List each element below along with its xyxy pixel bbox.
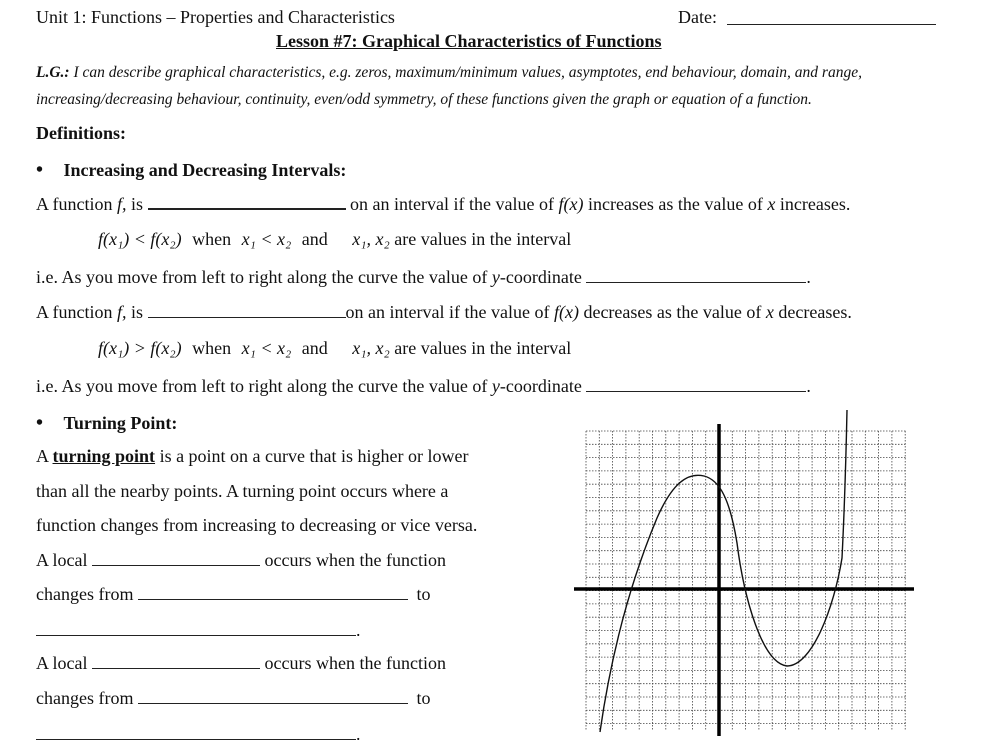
changes-blank-2[interactable] [138,688,408,704]
and-1: and [301,229,328,249]
increasing-ie [36,267,811,288]
local-2: A local [36,653,88,673]
changes-2: changes from [36,688,134,708]
values-text-2: are values in the interval [394,338,572,358]
definitions-heading: Definitions: [36,123,126,143]
cubic-graph [572,408,918,738]
to-line-1 [36,620,361,641]
period-3: . [356,620,361,640]
inc-f: f, [117,194,127,214]
dec-pre: A function [36,302,113,322]
increasing-definition [36,193,850,215]
inc-post-c: increases. [779,194,851,214]
inc-is: is [131,194,144,214]
inc-formula: f(x₁) < f(x₂) [98,229,182,249]
bullet-2: • [36,412,44,434]
dec-post-a: on an interval if the value of [345,302,550,322]
inc-pre: A function [36,194,113,214]
when-2: when [192,338,232,358]
decreasing-ie [36,376,811,397]
to-blank-1[interactable] [36,620,356,636]
period-1: . [806,267,811,287]
ie-y-2: y [491,376,500,396]
occurs-2: occurs when the function [264,653,446,673]
lg-text1: I can describe graphical characteristics, e.g. zeros, maximum/minimum values, asymptotes, end behaviour, domain, and range, [73,64,862,81]
date-label: Date: [678,7,717,27]
learning-goal-line2: increasing/decreasing behaviour, continuity, even/odd symmetry, of these functions given the graph or equation of a function. [36,91,812,108]
changes-line-2 [36,688,430,709]
ie-text-2: i.e. As you move from left to right along the curve the value of [36,376,488,396]
inc-post-a: on an interval if the value of [350,194,554,214]
dec-post-b: decreases as the value of [583,302,762,322]
local-line-1 [36,550,446,571]
values-1: x₁, x₂ [352,229,390,249]
turning-p2: than all the nearby points. A turning point occurs where a [36,481,449,501]
ie-coord-2: -coordinate [499,376,582,396]
unit-title: Unit 1: Functions – Properties and Characteristics [36,7,395,27]
local-line-2 [36,653,446,674]
dec-f: f, [117,302,127,322]
period-2: . [806,376,811,396]
turning-heading-text: Turning Point: [63,413,178,433]
to-2: to [416,688,431,708]
tp-term: turning point [52,446,156,466]
tp-a: A [36,446,49,466]
dec-is: is [131,302,144,322]
date-blank[interactable] [727,8,936,25]
changes-line-1 [36,584,430,605]
values-2: x₁, x₂ [352,338,390,358]
cond-1: x₁ < x₂ [241,229,292,249]
ie-blank-2[interactable] [586,376,806,392]
dec-x: x [765,302,774,322]
to-blank-2[interactable] [36,724,356,740]
dec-post-c: decreases. [778,302,852,322]
ie-text-1: i.e. As you move from left to right along the curve the value of [36,267,488,287]
ie-blank-1[interactable] [586,267,806,283]
lg-label: L.G.: [36,64,70,81]
cond-2: x₁ < x₂ [241,338,292,358]
inc-fx: f(x) [558,194,584,214]
period-4: . [356,724,361,744]
and-2: and [301,338,328,358]
turning-p3: function changes from increasing to decreasing or vice versa. [36,515,478,535]
ie-coord-1: -coordinate [499,267,582,287]
inc-x: x [767,194,776,214]
increasing-heading [36,159,346,182]
changes-blank-1[interactable] [138,584,408,600]
dec-fx: f(x) [553,302,579,322]
dec-formula: f(x₁) > f(x₂) [98,338,182,358]
decreasing-formula [98,338,571,359]
to-1: to [416,584,431,604]
occurs-1: occurs when the function [264,550,446,570]
lesson-title: Lesson #7: Graphical Characteristics of Functions [276,31,662,51]
turning-p1 [36,446,468,467]
increasing-formula [98,229,571,250]
local-blank-1[interactable] [92,550,260,566]
tp-b: is a point on a curve that is higher or lower [159,446,469,466]
bullet-1: • [36,159,44,181]
changes-1: changes from [36,584,134,604]
to-line-2 [36,724,361,745]
local-blank-2[interactable] [92,653,260,669]
values-text-1: are values in the interval [394,229,572,249]
ie-y-1: y [491,267,500,287]
learning-goal-line1 [36,64,862,82]
inc-post-b: increases as the value of [587,194,763,214]
decreasing-definition [36,302,852,323]
local-1: A local [36,550,88,570]
turning-heading [36,412,177,435]
increasing-heading-text: Increasing and Decreasing Intervals: [63,160,347,180]
when-1: when [192,229,232,249]
decreasing-blank[interactable] [148,302,346,318]
increasing-blank[interactable] [148,193,346,210]
